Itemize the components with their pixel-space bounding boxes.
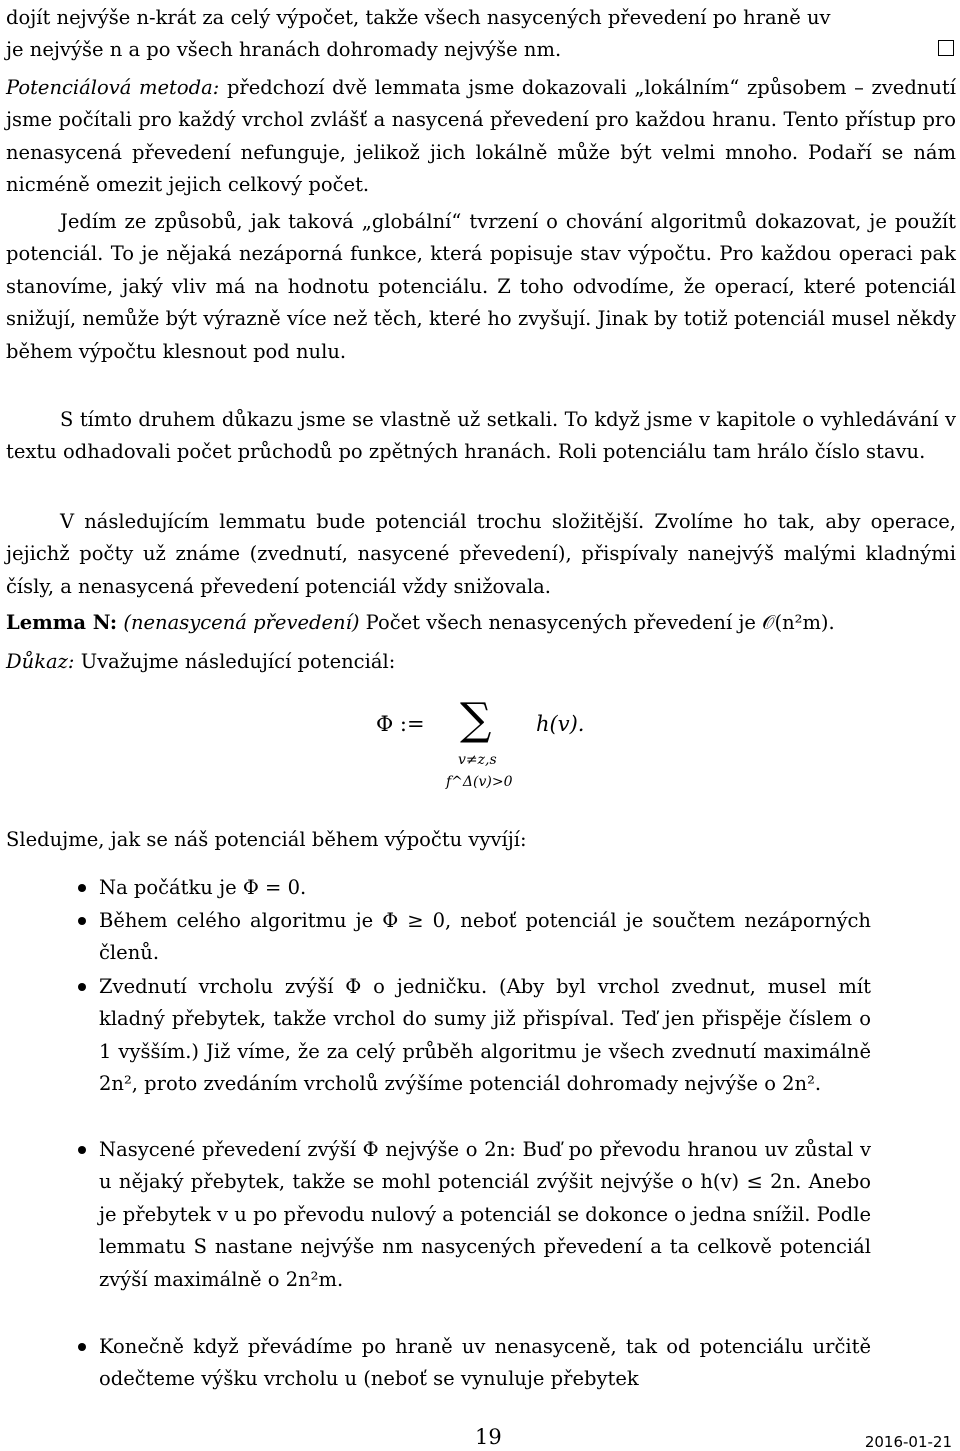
bullet-icon [78, 917, 86, 925]
formula-sub-1: v≠z,s [458, 752, 497, 768]
lemma-label: Lemma N: [6, 611, 118, 634]
proof-text: Uvažujme následující potenciál: [80, 650, 396, 673]
formula-term: h(v). [536, 712, 585, 736]
paragraph-earlier-use: S tímto druhem důkazu jsme se vlastně už setkali. To když jsme v kapitole o vyhledávání v textu odhadovali počet průchodů po zpětných hranách. Roli potenciálu tam hrálo číslo stavu. [6, 408, 956, 464]
potential-formula [6, 694, 956, 810]
bullet-icon [78, 1146, 86, 1154]
formula-sub-2: f^Δ(v)>0 [446, 774, 513, 790]
list-item-text: Zvednutí vrcholu zvýší Φ o jedničku. (Aby byl vrchol zvednut, musel mít kladný přebytek, takže vrchol do sumy již přispíval. Teď jen přispěje číslem o 1 vyšším.) Již víme, že za celý průběh algoritmu je všech zvednutí maximálně 2n², proto zvedáním vrcholů zvýšíme potenciál dohromady nejvýše o 2n². [99, 975, 871, 1096]
list-item-text: Na počátku je Φ = 0. [99, 876, 307, 899]
potential-method-text: předchozí dvě lemmata jsme dokazovali „lokálním“ způsobem – zvednutí jsme počítali pro každý vrchol zvlášť a nasycená převedení pro každou hranu. Tento přístup pro nenasycená převedení nefunguje, jelikož jich lokálně může být velmi mnoho. Podaří se nám nicméně omezit jejich celkový počet. [6, 76, 956, 197]
lemma-text: Počet všech nenasycených převedení je 𝒪(n²m). [365, 611, 835, 634]
potential-method-paragraph [6, 72, 956, 202]
bullet-icon [78, 983, 86, 991]
potential-method-heading: Potenciálová metoda: [6, 76, 220, 99]
lemma-statement [6, 607, 956, 639]
bullet-icon [78, 884, 86, 892]
top-line-1: dojít nejvýše n-krát za celý výpočet, takže všech nasycených převedení po hraně uv [6, 6, 831, 29]
proof-start [6, 646, 956, 678]
list-item-text: Konečně když převádíme po hraně uv nenasyceně, tak od potenciálu určitě odečteme výšku vrcholu u (neboť se vynuluje přebytek [99, 1335, 871, 1391]
top-paragraph [6, 2, 956, 67]
page-number: 19 [475, 1425, 502, 1449]
list-item-text: Během celého algoritmu je Φ ≥ 0, neboť potenciál je součtem nezáporných členů. [99, 909, 871, 965]
formula-lhs: Φ := [376, 712, 425, 736]
proof-label: Důkaz: [6, 650, 75, 673]
qed-square-icon [938, 40, 954, 56]
paragraph-potential: Jedím ze způsobů, jak taková „globální“ tvrzení o chování algoritmů dokazovat, je použít potenciál. To je nějaká nezáporná funkce, která popisuje stav výpočtu. Pro každou operaci pak stanovíme, jaký vliv má na hodnotu potenciálu. Z toho odvodíme, že operací, které potenciál snižují, nemůže být výrazně více než těch, které ho zvyšují. Jinak by totiž potenciál musel někdy během výpočtu klesnout pod nulu. [6, 210, 956, 363]
sum-symbol: ∑ [460, 694, 492, 745]
top-line-2: je nejvýše n a po všech hranách dohromady nejvýše nm. [6, 38, 562, 62]
list-item-text: Nasycené převedení zvýší Φ nejvýše o 2n: Buď po převodu hranou uv zůstal v u nějaký přebytek, takže se mohl potenciál zvýšit nejvýše o h(v) ≤ 2n. Anebo je přebytek v u po převodu nulový a potenciál se dokonce o jedna snížil. Podle lemmatu S nastane nejvýše nm nasycených převedení a ta celkově potenciál zvýší maximálně o 2n²m. [99, 1138, 871, 1291]
bullet-icon [78, 1343, 86, 1351]
paragraph-lemma-intro: V následujícím lemmatu bude potenciál trochu složitější. Zvolíme ho tak, aby operace, jejichž počty už známe (zvednutí, nasycené převedení), přispívaly nanejvýš malými kladnými čísly, a nenasycená převedení potenciál vždy snižovala. [6, 510, 956, 598]
footer-date: 2016-01-21 [864, 1433, 952, 1451]
follow-text: Sledujme, jak se náš potenciál během výpočtu vyvíjí: [6, 828, 527, 851]
lemma-name: (nenasycená převedení) [123, 611, 360, 634]
